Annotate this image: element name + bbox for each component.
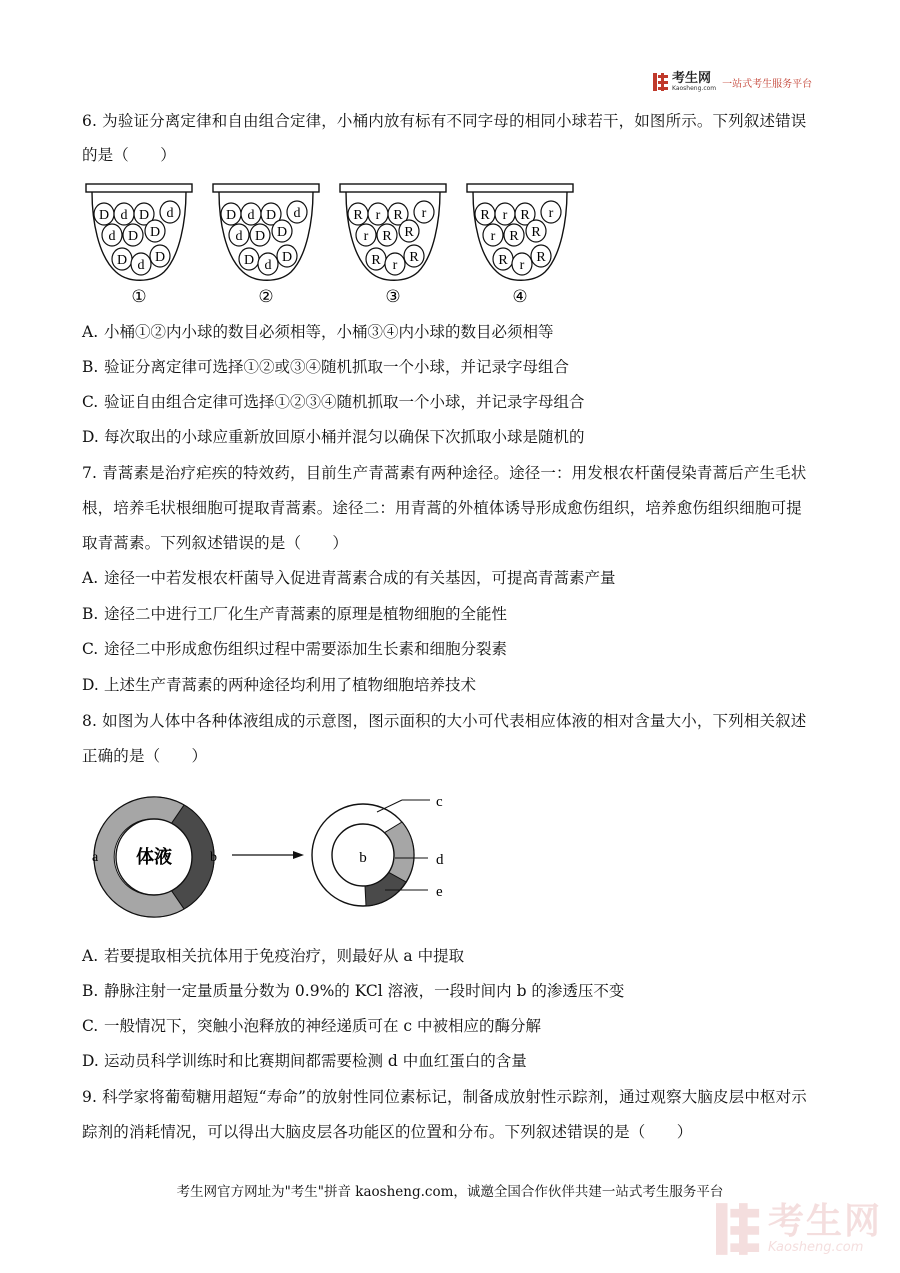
q8-option-a-letter: A. — [82, 947, 99, 965]
ball-letter: D — [265, 208, 277, 223]
ball-letter: R — [498, 253, 508, 268]
watermark-name: 考生网 — [768, 1201, 883, 1242]
ball-letter: r — [375, 208, 381, 223]
ball-letter: d — [235, 229, 243, 244]
arrow-head-icon — [293, 851, 304, 859]
center-label: 体液 — [136, 847, 172, 867]
q7-stem-line2: 根，培养毛状根细胞可提取青蒿素。途径二：用青蒿的外植体诱导形成愈伤组织，培养愈伤组织细胞可提 — [82, 499, 802, 517]
q7-option-b — [82, 604, 507, 624]
q8-option-c — [82, 1016, 541, 1036]
q6-option-b-text: 验证分离定律可选择①②或③④随机抓取一个小球，并记录字母组合 — [104, 358, 570, 376]
ball-letter: R — [404, 225, 414, 240]
ball-letter: D — [98, 208, 110, 223]
q8-stem-line2: 正确的是（ ） — [82, 747, 208, 765]
q7-option-b-text: 途径二中进行工厂化生产青蒿素的原理是植物细胞的全能性 — [104, 605, 508, 623]
bucket-2 — [213, 184, 319, 306]
ball-letter: r — [490, 229, 496, 244]
bucket-4 — [467, 184, 573, 306]
q8-option-d-letter: D. — [82, 1052, 99, 1070]
ball-letter: D — [149, 225, 161, 240]
ball-letter: r — [548, 206, 554, 221]
label-d: d — [436, 852, 444, 868]
q7-option-a-letter: A. — [82, 569, 99, 587]
ball-letter: D — [281, 250, 293, 265]
ball-letter: D — [254, 229, 266, 244]
header-logo-text — [672, 72, 716, 92]
q8-option-b-text: 静脉注射一定量质量分数为 0.9%的 KCl 溶液，一段时间内 b 的渗透压不变 — [104, 982, 625, 1000]
q6-option-a-text: 小桶①②内小球的数目必须相等，小桶③④内小球的数目必须相等 — [104, 323, 554, 341]
watermark-text — [768, 1203, 882, 1255]
q6-buckets-figure — [82, 180, 602, 308]
q8-option-b-letter: B. — [82, 982, 99, 1000]
ball-letter: D — [243, 253, 255, 268]
ball-letter: R — [382, 229, 392, 244]
bucket-label: ④ — [512, 287, 528, 306]
q6-option-d-letter: D. — [82, 428, 99, 446]
bucket-rim — [467, 184, 573, 192]
q6-option-d — [82, 427, 585, 447]
ball-letter: r — [519, 258, 525, 273]
q6-option-b-letter: B. — [82, 358, 99, 376]
q7-option-a — [82, 568, 616, 588]
ball-letter: R — [520, 208, 530, 223]
q6-option-a-letter: A. — [82, 323, 99, 341]
bucket-rim — [340, 184, 446, 192]
ball-letter: R — [536, 250, 546, 265]
kaosheng-logo-icon — [653, 73, 669, 91]
header-logo-name: 考生网 — [672, 71, 712, 86]
q9-stem-line1: 9. 科学家将葡萄糖用超短“寿命”的放射性同位素标记，制备成放射性示踪剂，通过观察大脑皮层中枢对示 — [82, 1088, 807, 1106]
q7-option-c-letter: C. — [82, 640, 99, 658]
watermark-logo-icon — [716, 1203, 762, 1255]
q8-stem-line1: 8. 如图为人体中各种体液组成的示意图，图示面积的大小可代表相应体液的相对含量大小，下列相关叙述 — [82, 712, 807, 730]
ball-letter: D — [225, 208, 237, 223]
q6-option-c — [82, 392, 585, 412]
ball-letter: D — [127, 229, 139, 244]
bucket-rim — [86, 184, 192, 192]
ball-letter: d — [120, 208, 128, 223]
ball-letter: D — [138, 208, 150, 223]
ball-letter: d — [247, 208, 255, 223]
ball-letter: d — [108, 229, 116, 244]
ball-letter: d — [166, 206, 174, 221]
q7-option-b-letter: B. — [82, 605, 99, 623]
q6-option-c-text: 验证自由组合定律可选择①②③④随机抓取一个小球，并记录字母组合 — [104, 393, 585, 411]
q8-body-fluid-diagram — [82, 782, 462, 932]
footer-text: 考生网官方网址为"考生"拼音 kaosheng.com，诚邀全国合作伙伴共建一站式考生服务平台 — [176, 1184, 724, 1200]
q6-option-b — [82, 357, 569, 377]
label-a: a — [92, 850, 99, 865]
ball-letter: r — [392, 258, 398, 273]
ball-letter: D — [116, 253, 128, 268]
header-logo — [653, 71, 812, 93]
q8-option-d — [82, 1051, 527, 1071]
bucket-3 — [340, 184, 446, 306]
ball-letter: R — [509, 229, 519, 244]
ball-letter: r — [502, 208, 508, 223]
ball-letter: d — [293, 206, 301, 221]
q7-option-d-letter: D. — [82, 676, 99, 694]
ball-letter: D — [276, 225, 288, 240]
bucket-label: ② — [258, 287, 274, 306]
q8-option-c-letter: C. — [82, 1017, 99, 1035]
header-logo-url: Kaosheng.com — [672, 85, 717, 92]
watermark — [716, 1203, 882, 1255]
q8-option-b — [82, 981, 624, 1001]
q8-option-d-text: 运动员科学训练时和比赛期间都需要检测 d 中血红蛋白的含量 — [104, 1052, 527, 1070]
q6-option-d-text: 每次取出的小球应重新放回原小桶并混匀以确保下次抓取小球是随机的 — [104, 428, 585, 446]
q8-option-a — [82, 946, 464, 966]
q8-option-c-text: 一般情况下，突触小泡释放的神经递质可在 c 中被相应的酶分解 — [104, 1017, 542, 1035]
ball-letter: r — [363, 229, 369, 244]
header-slogan: 一站式考生服务平台 — [722, 78, 813, 90]
q7-stem-line1: 7. 青蒿素是治疗疟疾的特效药，目前生产青蒿素有两种途径。途径一：用发根农杆菌侵染青蒿后产生毛状 — [82, 464, 807, 482]
bucket-rim — [213, 184, 319, 192]
ball-letter: R — [409, 250, 419, 265]
leader-c — [377, 800, 402, 812]
q6-option-a — [82, 322, 554, 342]
label-b-inner: b — [359, 850, 367, 866]
ball-letter: r — [421, 206, 427, 221]
bucket-label: ① — [131, 287, 147, 306]
ball-letter: d — [137, 258, 145, 273]
q6-option-c-letter: C. — [82, 393, 99, 411]
bucket-1 — [86, 184, 192, 306]
bucket-label: ③ — [385, 287, 401, 306]
ball-letter: R — [393, 208, 403, 223]
ball-letter: R — [531, 225, 541, 240]
label-b: b — [210, 850, 217, 865]
label-c: c — [436, 794, 443, 810]
q7-stem-line3: 取青蒿素。下列叙述错误的是（ ） — [82, 534, 349, 552]
ball-letter: d — [264, 258, 272, 273]
q6-stem-line2: 的是（ ） — [82, 146, 176, 164]
label-e: e — [436, 884, 443, 900]
ball-letter: R — [371, 253, 381, 268]
q7-option-d-text: 上述生产青蒿素的两种途径均利用了植物细胞培养技术 — [104, 676, 477, 694]
ball-letter: R — [480, 208, 490, 223]
q7-option-a-text: 途径一中若发根农杆菌导入促进青蒿素合成的有关基因，可提高青蒿素产量 — [104, 569, 616, 587]
watermark-url: Kaosheng.com — [768, 1240, 864, 1255]
q7-option-c — [82, 639, 507, 659]
ball-letter: D — [154, 250, 166, 265]
ball-letter: R — [353, 208, 363, 223]
q8-option-a-text: 若要提取相关抗体用于免疫治疗，则最好从 a 中提取 — [104, 947, 465, 965]
q6-stem-line1: 6. 为验证分离定律和自由组合定律，小桶内放有标有不同字母的相同小球若干，如图所示。下列叙述错误 — [82, 112, 807, 130]
q7-option-c-text: 途径二中形成愈伤组织过程中需要添加生长素和细胞分裂素 — [104, 640, 508, 658]
q7-option-d — [82, 675, 476, 695]
q9-stem-line2: 踪剂的消耗情况，可以得出大脑皮层各功能区的位置和分布。下列叙述错误的是（ ） — [82, 1123, 693, 1141]
